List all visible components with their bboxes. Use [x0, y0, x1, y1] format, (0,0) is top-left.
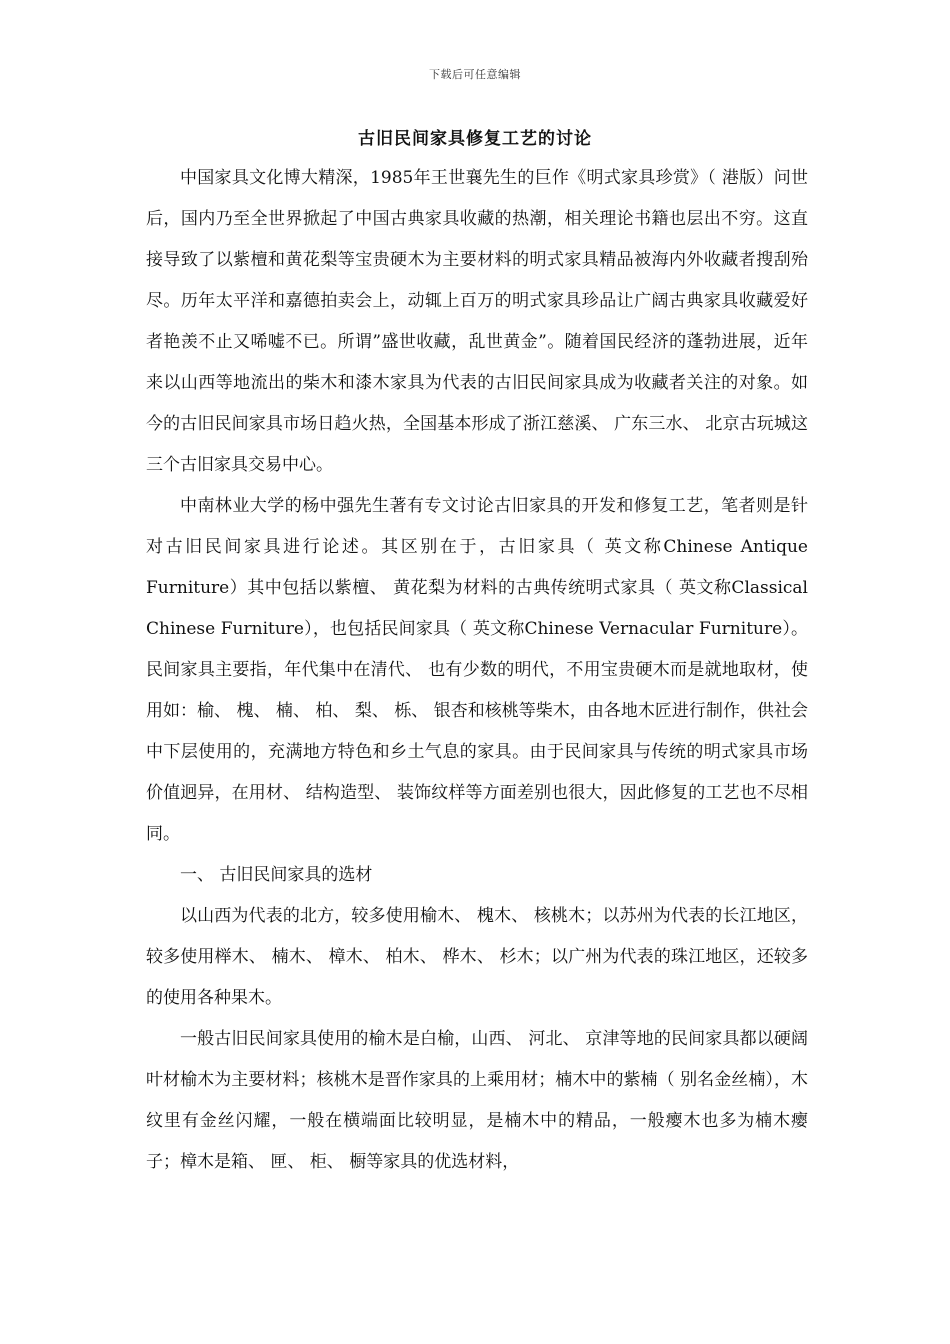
paragraph-wood-types: 一般古旧民间家具使用的榆木是白榆，山西、 河北、 京津等地的民间家具都以硬阔叶材榆木为主要材料；核桃木是晋作家具的上乘用材；楠木中的紫楠（ 别名金丝楠），木纹里有金丝闪耀，一般在横端面比较明显，是楠木中的精品，一般瘿木也多为楠木瘿子；樟木是箱、 匣、 柜、 橱等家具的优选材料，	[146, 1029, 808, 1172]
paragraph-regions: 以山西为代表的北方，较多使用榆木、 槐木、 核桃木；以苏州为代表的长江地区，较多使用榉木、 楠木、 樟木、 柏木、 桦木、 杉木；以广州为代表的珠江地区，还较多的使用各种果木。	[146, 906, 808, 1008]
document-body	[146, 158, 808, 1183]
section-heading-material: 一、 古旧民间家具的选材	[180, 865, 373, 885]
document-title: 古旧民间家具修复工艺的讨论	[358, 129, 592, 149]
paragraph-distinction: 中南林业大学的杨中强先生著有专文讨论古旧家具的开发和修复工艺，笔者则是针对古旧民间家具进行论述。其区别在于，古旧家具（ 英文称Chinese Antique Furniture）其中包括以紫檀、 黄花梨为材料的古典传统明式家具（ 英文称Classical Chinese Furniture），也包括民间家具（ 英文称Chinese Vernacular Furniture）。民间家具主要指，年代集中在清代、 也有少数的明代，不用宝贵硬木而是就地取材，使用如：榆、 槐、 楠、 柏、 梨、 栎、 银杏和核桃等柴木，由各地木匠进行制作，供社会中下层使用的，充满地方特色和乡土气息的家具。由于民间家具与传统的明式家具市场价值迥异，在用材、 结构造型、 装饰纹样等方面差别也很大，因此修复的工艺也不尽相同。	[146, 496, 808, 844]
paragraph-intro: 中国家具文化博大精深，1985年王世襄先生的巨作《明式家具珍赏》（ 港版）问世后，国内乃至全世界掀起了中国古典家具收藏的热潮，相关理论书籍也层出不穷。这直接导致了以紫檀和黄花梨等宝贵硬木为主要材料的明式家具精品被海内外收藏者搜刮殆尽。历年太平洋和嘉德拍卖会上，动辄上百万的明式家具珍品让广阔古典家具收藏爱好者艳羡不止又唏嘘不已。所谓”盛世收藏，乱世黄金”。随着国民经济的蓬勃进展，近年来以山西等地流出的柴木和漆木家具为代表的古旧民间家具成为收藏者关注的对象。如今的古旧民间家具市场日趋火热，全国基本形成了浙江慈溪、 广东三水、 北京古玩城这三个古旧家具交易中心。	[146, 168, 808, 475]
header-note: 下载后可任意编辑	[429, 68, 521, 81]
